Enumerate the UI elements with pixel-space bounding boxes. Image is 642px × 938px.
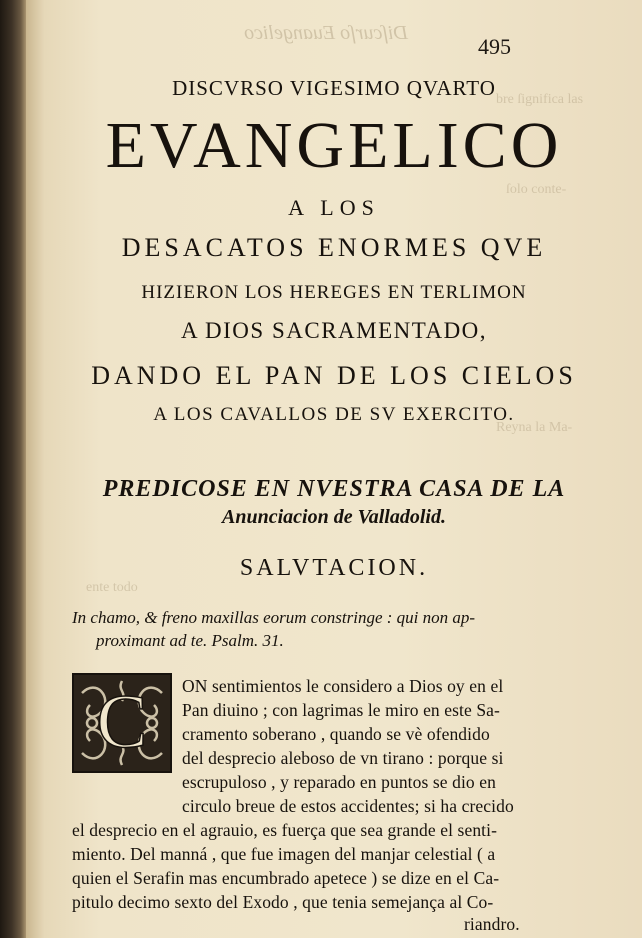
catchword: riandro. — [464, 914, 520, 934]
title-line-8: A LOS CAVALLOS DE SV EXERCITO. — [153, 404, 515, 425]
body-line-10: pitulo decimo sexto del Exodo , que tenia semejança al Co- — [72, 892, 494, 912]
title-line-3: A LOS — [288, 195, 380, 220]
bleed-through-text: Reyna la Ma- — [496, 420, 573, 435]
body-line-6: circulo breue de estos accidentes; si ha crecido — [182, 796, 514, 816]
bleed-through-text: ente todo — [86, 580, 138, 595]
body-line-5: escrupuloso , y reparado en puntos se dio en — [182, 772, 496, 792]
body-line-3: cramento soberano , quando se vè ofendido — [182, 724, 490, 744]
bleed-through-running-head: Diſcurſo Euangelico — [244, 22, 408, 44]
epigraph-line-2: proximant ad te. Psalm. 31. — [96, 631, 284, 650]
bleed-through-text: bre ſignifica las — [496, 92, 584, 107]
svg-text:C: C — [96, 680, 148, 764]
title-line-1: DISCVRSO VIGESIMO QVARTO — [172, 76, 496, 100]
title-line-6: A DIOS SACRAMENTADO, — [180, 318, 488, 343]
title-line-7: DANDO EL PAN DE LOS CIELOS — [91, 361, 577, 390]
body-line-1: ON sentimientos le considero a Dios oy en el — [182, 676, 504, 696]
body-line-7: el desprecio en el agrauio, es fuerça que sea grande el senti- — [72, 820, 498, 840]
salutation-heading: SALVTACION. — [239, 555, 429, 581]
epigraph-line-1: In chamo, & freno maxillas eorum constringe : qui non ap- — [72, 608, 476, 627]
preached-line-2: Anunciacion de Valladolid. — [222, 506, 446, 528]
preached-line-1: PREDICOSE EN NVESTRA CASA DE LA — [102, 476, 566, 502]
page-number: 495 — [478, 34, 511, 59]
body-line-9: quien el Serafin mas encumbrado apetece ) se dize en el Ca- — [72, 868, 500, 888]
title-line-5: HIZIERON LOS HEREGES EN TERLIMON — [141, 282, 527, 303]
body-line-4: del desprecio aleboso de vn tirano : porque si — [182, 748, 504, 768]
book-page — [26, 0, 642, 938]
title-line-2: EVANGELICO — [105, 109, 563, 182]
bleed-through-text: ſolo conte- — [506, 182, 567, 197]
decorated-initial-icon — [72, 673, 172, 773]
book-spine-shadow — [0, 0, 26, 938]
body-line-8: miento. Del manná , que fue imagen del manjar celestial ( a — [72, 844, 496, 864]
title-line-4: DESACATOS ENORMES QVE — [121, 233, 547, 262]
body-line-2: Pan diuino ; con lagrimas le miro en este Sa- — [182, 700, 500, 720]
